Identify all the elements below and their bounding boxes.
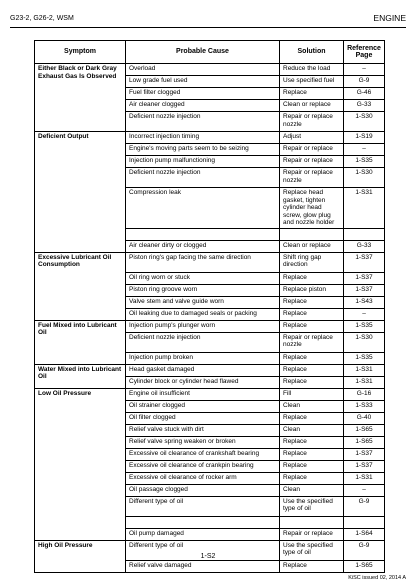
- symptom-cell: Fuel Mixed into Lubricant Oil: [35, 320, 126, 364]
- solution-cell: Replace head gasket, tighten cylinder head screw, glow plug and nozzle holder: [280, 188, 344, 229]
- reference-cell: 1-S35: [344, 320, 385, 332]
- cause-cell: Deficient nozzle injection: [126, 332, 280, 352]
- header-rule: [10, 27, 406, 28]
- solution-cell: Replace: [280, 376, 344, 388]
- table-row: [35, 388, 385, 400]
- solution-cell: Repair or replace: [280, 156, 344, 168]
- troubleshooting-table: [34, 40, 385, 573]
- reference-cell: –: [344, 308, 385, 320]
- reference-cell: 1-S37: [344, 252, 385, 272]
- symptom-cell: Low Oil Pressure: [35, 388, 126, 540]
- table-header-row: [35, 41, 385, 64]
- solution-cell: Replace piston: [280, 284, 344, 296]
- solution-cell: Replace: [280, 436, 344, 448]
- reference-cell: G-40: [344, 412, 385, 424]
- cause-cell: Valve stem and valve guide worn: [126, 296, 280, 308]
- reference-cell: 1-S65: [344, 436, 385, 448]
- cause-cell: Oil strainer clogged: [126, 400, 280, 412]
- solution-cell: Repair or replace nozzle: [280, 332, 344, 352]
- solution-cell: Replace: [280, 352, 344, 364]
- reference-cell: 1-S33: [344, 400, 385, 412]
- solution-cell: Reduce the load: [280, 64, 344, 76]
- solution-cell: Adjust: [280, 132, 344, 144]
- reference-cell: 1-S64: [344, 528, 385, 540]
- symptom-cell: High Oil Pressure: [35, 540, 126, 572]
- reference-cell: 1-S30: [344, 168, 385, 188]
- cause-cell: Engine's moving parts seem to be seizing: [126, 144, 280, 156]
- cause-cell: Low grade fuel used: [126, 76, 280, 88]
- reference-cell: G-46: [344, 88, 385, 100]
- solution-cell: Replace: [280, 308, 344, 320]
- solution-cell: [280, 516, 344, 528]
- reference-cell: 1-S30: [344, 332, 385, 352]
- issue-footer: KiSC issued 02, 2014 A: [348, 575, 406, 581]
- manual-code: G23-2, G26-2, WSM: [10, 15, 74, 22]
- solution-cell: Repair or replace nozzle: [280, 168, 344, 188]
- cause-cell: Relief valve stuck with dirt: [126, 424, 280, 436]
- reference-cell: [344, 516, 385, 528]
- reference-cell: G-33: [344, 240, 385, 252]
- reference-cell: 1-S65: [344, 560, 385, 572]
- solution-cell: Use specified fuel: [280, 76, 344, 88]
- solution-cell: Replace: [280, 448, 344, 460]
- cause-cell: Fuel filter clogged: [126, 88, 280, 100]
- cause-cell: Incorrect injection timing: [126, 132, 280, 144]
- cause-cell: Oil leaking due to damaged seals or packing: [126, 308, 280, 320]
- cause-cell: Excessive oil clearance of crankshaft bearing: [126, 448, 280, 460]
- cause-cell: [126, 516, 280, 528]
- cause-cell: Compression leak: [126, 188, 280, 229]
- cause-cell: Injection pump's plunger worn: [126, 320, 280, 332]
- reference-cell: 1-S31: [344, 472, 385, 484]
- solution-cell: [280, 228, 344, 240]
- solution-cell: Clean or replace: [280, 100, 344, 112]
- cause-cell: Piston ring groove worn: [126, 284, 280, 296]
- solution-cell: Clean or replace: [280, 240, 344, 252]
- cause-cell: Deficient nozzle injection: [126, 168, 280, 188]
- reference-cell: 1-S35: [344, 156, 385, 168]
- reference-cell: G-9: [344, 540, 385, 560]
- solution-cell: Replace: [280, 472, 344, 484]
- reference-cell: 1-S43: [344, 296, 385, 308]
- reference-cell: 1-S37: [344, 460, 385, 472]
- reference-cell: 1-S30: [344, 112, 385, 132]
- reference-cell: 1-S19: [344, 132, 385, 144]
- cause-cell: [126, 228, 280, 240]
- cause-cell: Injection pump malfunctioning: [126, 156, 280, 168]
- solution-cell: Replace: [280, 412, 344, 424]
- reference-cell: 1-S35: [344, 352, 385, 364]
- solution-cell: Replace: [280, 88, 344, 100]
- reference-cell: G-33: [344, 100, 385, 112]
- reference-cell: 1-S37: [344, 448, 385, 460]
- col-header-symptom: Symptom: [35, 41, 126, 64]
- section-title: ENGINE: [373, 13, 406, 23]
- symptom-cell: Deficient Output: [35, 132, 126, 253]
- reference-cell: 1-S37: [344, 284, 385, 296]
- reference-cell: G-9: [344, 496, 385, 516]
- cause-cell: Oil filter clogged: [126, 412, 280, 424]
- cause-cell: Oil ring worn or stuck: [126, 272, 280, 284]
- reference-cell: 1-S31: [344, 188, 385, 229]
- col-header-reference: Reference Page: [344, 41, 385, 64]
- cause-cell: Injection pump broken: [126, 352, 280, 364]
- solution-cell: Clean: [280, 424, 344, 436]
- cause-cell: Cylinder block or cylinder head flawed: [126, 376, 280, 388]
- table-row: [35, 132, 385, 144]
- cause-cell: Air cleaner dirty or clogged: [126, 240, 280, 252]
- reference-cell: [344, 228, 385, 240]
- reference-cell: G-9: [344, 76, 385, 88]
- table-row: [35, 252, 385, 272]
- solution-cell: Clean: [280, 400, 344, 412]
- cause-cell: Piston ring's gap facing the same direction: [126, 252, 280, 272]
- page-header: [10, 12, 406, 26]
- symptom-cell: Either Black or Dark Gray Exhaust Gas Is Observed: [35, 64, 126, 132]
- cause-cell: Relief valve spring weaken or broken: [126, 436, 280, 448]
- page-number: 1-S2: [200, 553, 216, 560]
- solution-cell: Repair or replace: [280, 528, 344, 540]
- symptom-cell: Water Mixed into Lubricant Oil: [35, 364, 126, 388]
- reference-cell: 1-S31: [344, 376, 385, 388]
- solution-cell: Replace: [280, 320, 344, 332]
- reference-cell: 1-S31: [344, 364, 385, 376]
- cause-cell: Different type of oil: [126, 496, 280, 516]
- cause-cell: Head gasket damaged: [126, 364, 280, 376]
- solution-cell: Replace: [280, 296, 344, 308]
- solution-cell: Replace: [280, 460, 344, 472]
- col-header-solution: Solution: [280, 41, 344, 64]
- reference-cell: G-16: [344, 388, 385, 400]
- cause-cell: Excessive oil clearance of rocker arm: [126, 472, 280, 484]
- reference-cell: –: [344, 484, 385, 496]
- solution-cell: Shift ring gap direction: [280, 252, 344, 272]
- solution-cell: Repair or replace nozzle: [280, 112, 344, 132]
- cause-cell: Excessive oil clearance of crankpin bearing: [126, 460, 280, 472]
- cause-cell: Engine oil insufficient: [126, 388, 280, 400]
- symptom-cell: Excessive Lubricant Oil Consumption: [35, 252, 126, 320]
- cause-cell: Oil passage clogged: [126, 484, 280, 496]
- col-header-cause: Probable Cause: [126, 41, 280, 64]
- cause-cell: Overload: [126, 64, 280, 76]
- table-row: [35, 64, 385, 76]
- solution-cell: Replace: [280, 364, 344, 376]
- solution-cell: Clean: [280, 484, 344, 496]
- cause-cell: Relief valve damaged: [126, 560, 280, 572]
- solution-cell: Use the specified type of oil: [280, 540, 344, 560]
- solution-cell: Fill: [280, 388, 344, 400]
- cause-cell: Different type of oil: [126, 540, 280, 560]
- solution-cell: Use the specified type of oil: [280, 496, 344, 516]
- reference-cell: –: [344, 64, 385, 76]
- table-row: [35, 320, 385, 332]
- reference-cell: –: [344, 144, 385, 156]
- solution-cell: Replace: [280, 560, 344, 572]
- cause-cell: Deficient nozzle injection: [126, 112, 280, 132]
- table-row: [35, 364, 385, 376]
- cause-cell: Air cleaner clogged: [126, 100, 280, 112]
- reference-cell: 1-S65: [344, 424, 385, 436]
- reference-cell: 1-S37: [344, 272, 385, 284]
- solution-cell: Replace: [280, 272, 344, 284]
- cause-cell: Oil pump damaged: [126, 528, 280, 540]
- solution-cell: Repair or replace: [280, 144, 344, 156]
